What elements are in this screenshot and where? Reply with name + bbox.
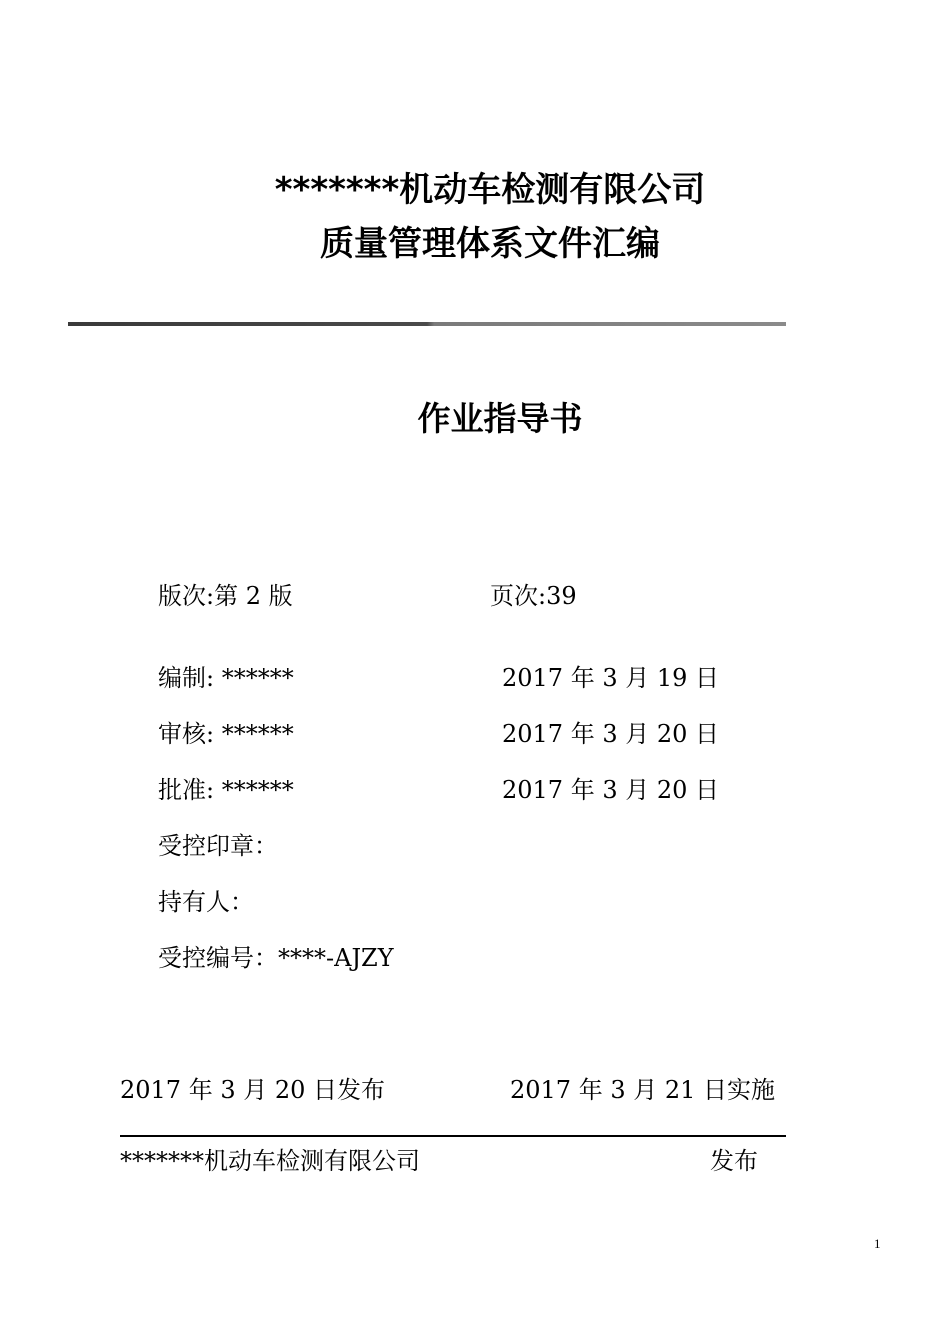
company-title: *******机动车检测有限公司 [274, 170, 706, 210]
collection-title: 质量管理体系文件汇编 [320, 224, 660, 264]
reviewed-by-field: 审核: ****** [158, 720, 294, 748]
edition-field: 版次:第 2 版 [158, 582, 293, 610]
document-type-title: 作业指导书 [417, 399, 583, 438]
page-count-field: 页次:39 [490, 582, 577, 610]
compiled-date-field: 2017 年 3 月 19 日 [502, 664, 720, 692]
release-date: 2017 年 3 月 20 日发布 [120, 1076, 386, 1104]
controlled-number-field: 受控编号：****-AJZY [158, 944, 394, 972]
compiled-by-field: 编制: ****** [158, 664, 294, 692]
holder-field: 持有人： [158, 888, 254, 916]
controlled-seal-field: 受控印章： [158, 832, 278, 860]
publisher-name: *******机动车检测有限公司 [120, 1147, 420, 1175]
page-number: 1 [874, 1236, 881, 1251]
footer-divider [120, 1135, 786, 1137]
reviewed-date-field: 2017 年 3 月 20 日 [502, 720, 720, 748]
approved-date-field: 2017 年 3 月 20 日 [502, 776, 720, 804]
header-divider [68, 322, 786, 326]
approved-by-field: 批准: ****** [158, 776, 294, 804]
publish-label: 发布 [710, 1147, 758, 1175]
effective-date: 2017 年 3 月 21 日实施 [510, 1076, 776, 1104]
